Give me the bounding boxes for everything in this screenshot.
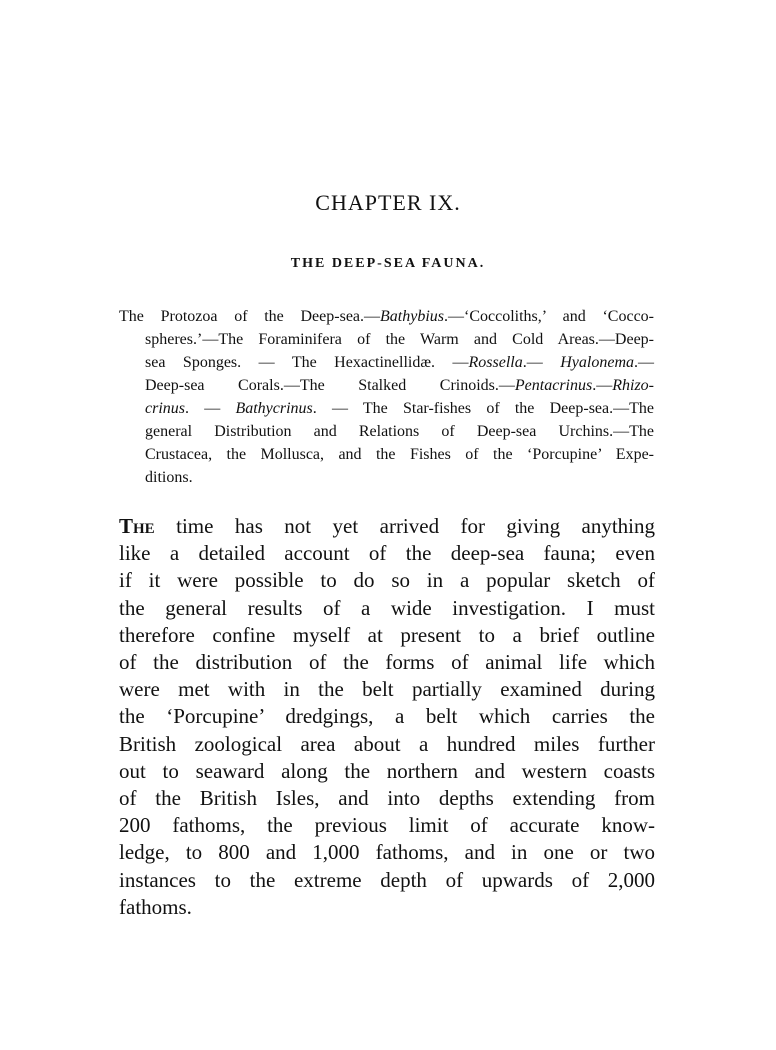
body-line-text: time has not yet arrived for giving anything xyxy=(176,514,656,538)
body-line: therefore confine myself at present to a brief outline xyxy=(119,622,655,647)
summary-line: general Distribution and Relations of Deep-sea Urchins.—The xyxy=(145,423,654,440)
body-line: out to seaward along the northern and western coasts xyxy=(119,758,655,783)
body-line: if it were possible to do so in a popular sketch of xyxy=(119,568,655,593)
summary-line: crinus. — Bathycrinus. — The Star-fishes of the Deep-sea.—The xyxy=(145,400,655,417)
chapter-title: CHAPTER IX. xyxy=(315,190,461,215)
body-line: were met with in the belt partially examined during xyxy=(119,677,655,702)
drop-word: The xyxy=(119,514,155,538)
body-line: instances to the extreme depth of upwards of 2,000 xyxy=(119,867,655,892)
body-line: of the British Isles, and into depths extending from xyxy=(119,786,655,811)
summary-line: Deep-sea Corals.—The Stalked Crinoids.—Pentacrinus.—Rhizo- xyxy=(145,377,654,394)
summary-line: ditions. xyxy=(145,469,193,486)
body-line: of the distribution of the forms of animal life which xyxy=(119,650,655,675)
body-line: like a detailed account of the deep-sea fauna; even xyxy=(119,541,655,566)
summary-line: Crustacea, the Mollusca, and the Fishes of the ‘Porcupine’ Expe- xyxy=(145,446,654,463)
summary-line: The Protozoa of the Deep-sea.—Bathybius.—‘Coccoliths,’ and ‘Cocco- xyxy=(119,308,654,325)
body-line: 200 fathoms, the previous limit of accurate know- xyxy=(119,813,655,838)
body-line: British zoological area about a hundred miles further xyxy=(119,731,655,756)
body-line: the general results of a wide investigation. I must xyxy=(119,595,655,620)
summary-line: spheres.’—The Foraminifera of the Warm and Cold Areas.—Deep- xyxy=(145,331,654,348)
body-line: the ‘Porcupine’ dredgings, a belt which carries the xyxy=(119,704,655,729)
chapter-subtitle: THE DEEP-SEA FAUNA. xyxy=(290,256,486,271)
summary-line: sea Sponges. — The Hexactinellidæ. —Rossella.— Hyalonema.— xyxy=(145,354,654,371)
body-paragraph xyxy=(119,513,655,921)
body-line: fathoms. xyxy=(119,894,192,919)
chapter-summary xyxy=(119,305,654,489)
body-line: ledge, to 800 and 1,000 fathoms, and in one or two xyxy=(119,840,655,865)
body-line xyxy=(119,513,655,540)
